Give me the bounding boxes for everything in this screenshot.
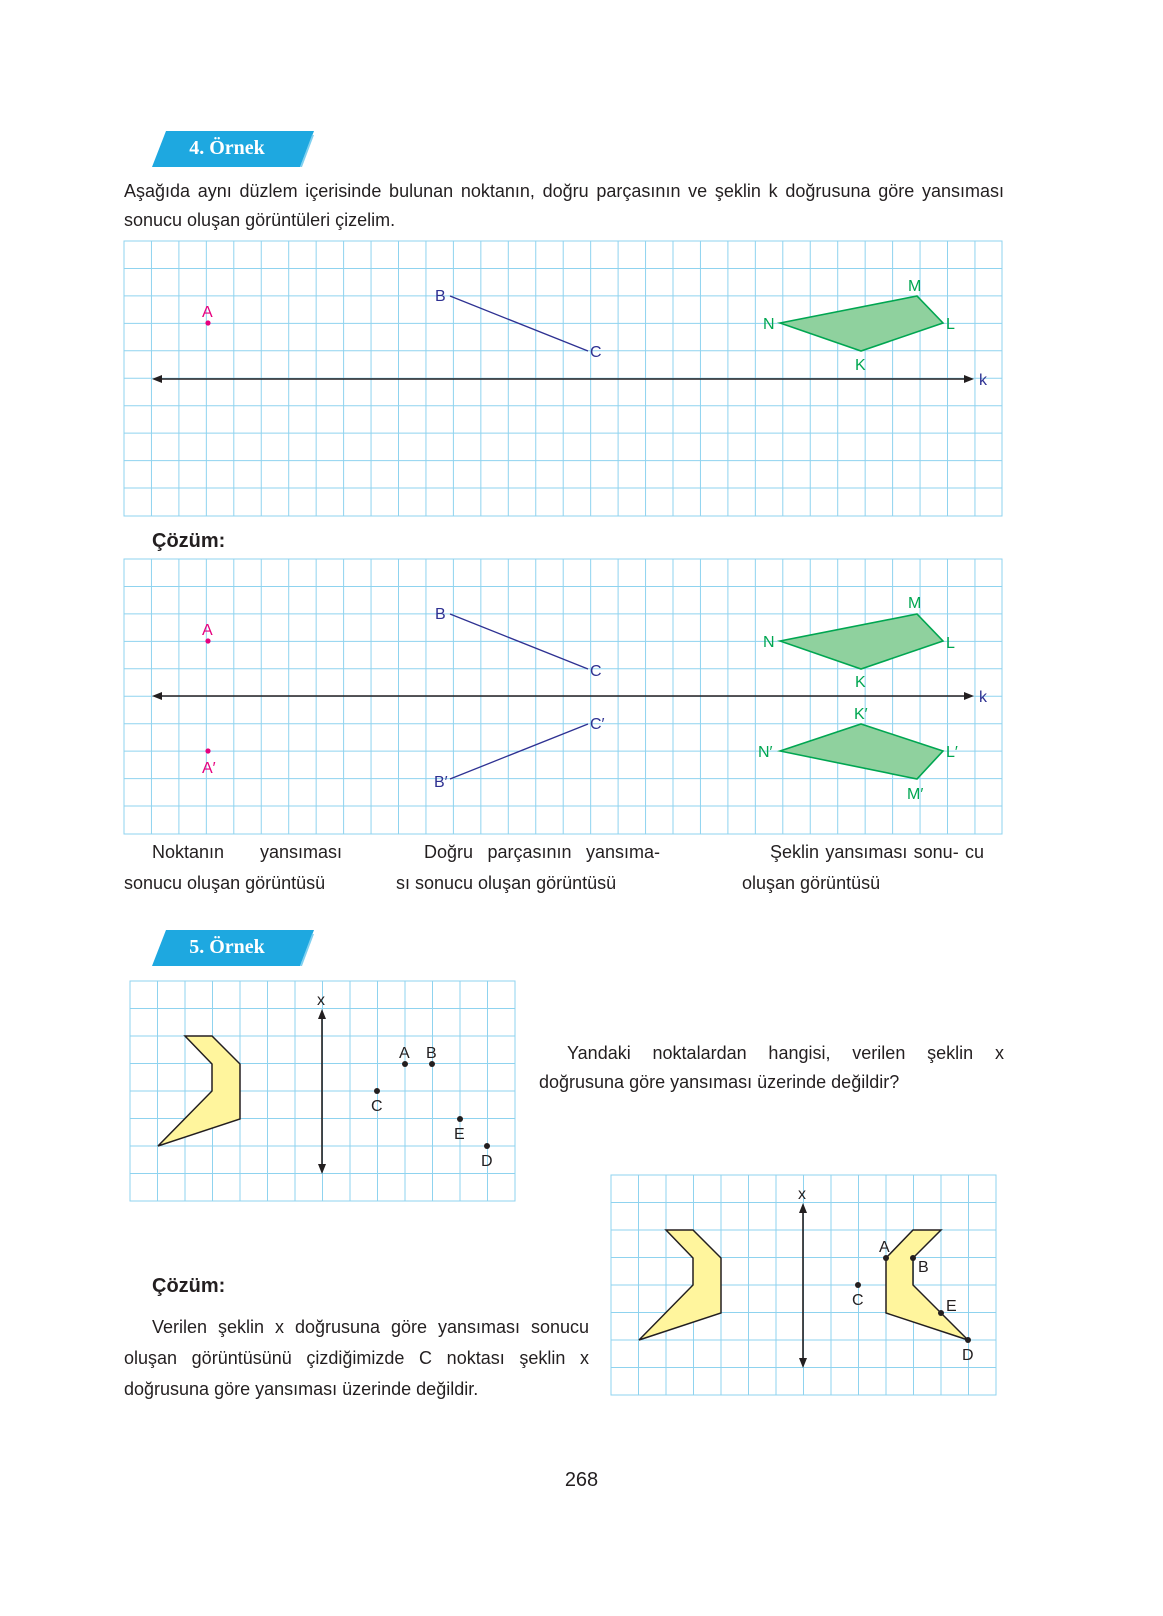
shape-l-label: L [946,316,955,333]
point-e [938,1310,944,1316]
point-b-label: B [918,1259,929,1276]
segment-b-image-label: B′ [434,774,448,791]
figure-3-x-label: x [317,992,325,1009]
caption-point: Noktanın yansıması sonucu oluşan görüntüsü [124,842,342,893]
point-a-label: A [879,1239,890,1256]
point-d-label: D [481,1153,493,1170]
figure-2-k-label: k [979,689,987,706]
figure-1-k-label: k [979,372,987,389]
point-a-label: A [399,1045,410,1062]
point-a-label: A [202,304,213,321]
shape-n-label: N [763,634,775,651]
caption-segment: Doğru parçasının yansıma- sı sonucu oluşan görüntüsü [396,842,660,893]
shape-l-image-label: L′ [946,744,958,761]
shape-m-label: M [908,278,922,295]
shape-n-label: N [763,316,775,333]
example-4-text: Aşağıda aynı düzlem içerisinde bulunan noktanın, doğru parçasının ve şeklin k doğrusuna göre yansıması sonucu oluşan görüntüleri çizelim. [124,181,1004,230]
point-a-label: A [202,622,213,639]
shape-k-label: K [855,674,866,691]
figure-4-x-label: x [798,1186,806,1203]
example-4-solution-heading: Çözüm: [152,530,226,552]
segment-c-label: C [590,344,602,361]
point-d [965,1337,971,1343]
shape-m-label: M [908,595,922,612]
example-5-solution: Verilen şeklin x doğrusuna göre yansıması sonucu oluşan görüntüsünü çizdiğimizde C noktası şeklin x doğrusuna göre yansıması üzerinde değildir. [124,1317,589,1399]
segment-b-label: B [435,606,446,623]
shape-n-image-label: N′ [758,744,773,761]
point-e-label: E [454,1126,465,1143]
page-number: 268 [564,1469,599,1491]
shape-k-label: K [855,357,866,374]
point-c-label: C [371,1098,383,1115]
shape-k-image-label: K′ [854,706,868,723]
point-c-label: C [852,1292,864,1309]
point-e-label: E [946,1298,957,1315]
point-b [910,1255,916,1261]
point-a-image-label: A′ [202,760,216,777]
example-5-solution-heading: Çözüm: [152,1275,226,1297]
point-c [855,1282,861,1288]
example-5-question: Yandaki noktalardan hangisi, verilen şeklin x doğrusuna göre yansıması üzerinde değildir? [539,1043,1004,1092]
shape-l-label: L [946,635,955,652]
point-b-label: B [426,1045,437,1062]
shape-m-image-label: M′ [907,786,924,803]
segment-b-label: B [435,288,446,305]
segment-c-label: C [590,663,602,680]
segment-c-image-label: C′ [590,716,605,733]
point-d-label: D [962,1347,974,1364]
example-4-badge-label: 4. Örnek [189,137,265,159]
example-5-badge-label: 5. Örnek [189,936,265,958]
caption-shape: Şeklin yansıması sonu- cu oluşan görüntüsü [742,842,984,893]
